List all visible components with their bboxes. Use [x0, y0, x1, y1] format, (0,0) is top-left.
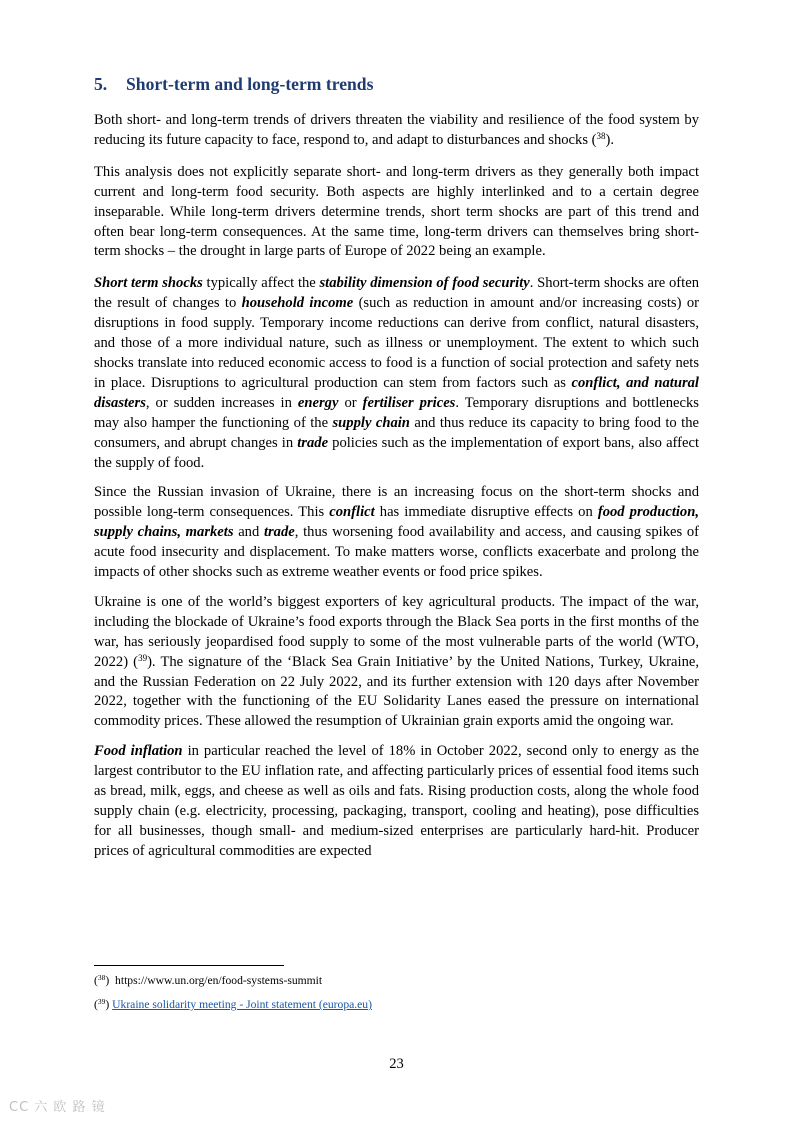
text-run: or [338, 394, 363, 411]
text-run: . Temporary disruptions and bottlenecks may also hamper the functioning of the [94, 394, 699, 431]
footnote-paren: ( [94, 974, 98, 987]
section-number: 5. [94, 74, 108, 94]
paragraph-3 [94, 274, 699, 473]
term-conflict: conflict [329, 504, 375, 521]
text-run: , or sudden increases in [145, 394, 298, 411]
footnote-38-text: https://www.un.org/en/food-systems-summit [115, 974, 323, 987]
paragraph-4 [94, 483, 699, 583]
term-fertiliser-prices: fertiliser prices [362, 394, 456, 411]
text-run: policies such as the implementation of export bans, also affect the supply of food. [94, 434, 700, 471]
term-energy: energy [297, 394, 339, 411]
section-heading [94, 74, 699, 95]
footnote-paren: ) [105, 974, 110, 987]
text-run: Ukraine is one of the world’s biggest exporters of key agricultural products. The impact of the war, including the blockade of Ukraine’s food exports through the Black Sea ports in the first months of the war, has seriously jeopardised food supply to some of the most vulnerable parts of the world (WTO, 2022) ( [94, 593, 699, 670]
term-short-term-shocks: Short term shocks [94, 275, 203, 292]
term-trade: trade [263, 524, 295, 541]
footnote-38 [94, 973, 699, 988]
term-stability-dimension: stability dimension of food security [319, 275, 530, 292]
footnotes [94, 973, 699, 1021]
text-run: (such as reduction in amount and/or increasing costs) or disruptions in food supply. Temporary income reductions can derive from conflict, natural disasters, and those of a more individual nature, such as illness or unemployment. The extent to which such shocks translate into reduced economic access to food is a function of social protection and safety nets in place. Disruptions to agricultural production can stem from factors such as [94, 295, 699, 391]
term-household-income: household income [241, 295, 354, 312]
footnote-ref-39[interactable]: 39 [138, 652, 148, 663]
text-run: Since the Russian invasion of Ukraine, there is an increasing focus on the short-term shocks and possible long-term consequences. This [94, 484, 699, 521]
text-run: and thus reduce its capacity to bring food to the consumers, and abrupt changes in [94, 414, 699, 451]
section-title: Short-term and long-term trends [126, 74, 374, 94]
term-supply-chain: supply chain [332, 414, 410, 431]
footnote-39-link[interactable]: Ukraine solidarity meeting - Joint statement (europa.eu) [112, 998, 372, 1011]
text-run: . Short-term shocks are often the result of changes to [94, 275, 699, 312]
text-run: , thus worsening food availability and access, and causing spikes of acute food insecurity and displacement. To make matters worse, conflicts exacerbate and prolong the impacts of other shocks such as extreme weather events or food price spikes. [94, 524, 699, 581]
watermark: CC 六 欧 路 镜 [9, 1100, 106, 1115]
paragraph-1-end: ). [605, 131, 615, 148]
footnote-ref-38[interactable]: 38 [596, 130, 606, 141]
text-run: ). The signature of the ‘Black Sea Grain Initiative’ by the United Nations, Turkey, Ukraine, and the Russian Federation on 22 July 2022, and its further extension with 120 days after November 2022, together with the functioning of the EU Solidarity Lanes eased the pressure on international commodity prices. These allowed the resumption of Ukrainian grain exports amid the ongoing war. [94, 653, 699, 730]
paragraph-1 [94, 111, 699, 151]
footnote-number: 39 [97, 997, 106, 1006]
term-food-production: food production, supply chains, markets [94, 504, 699, 541]
paragraph-1-text: Both short- and long-term trends of drivers threaten the viability and resilience of the food system by reducing its future capacity to face, respond to, and adapt to disturbances and shocks ( [94, 112, 699, 148]
footnote-number: 38 [97, 973, 106, 982]
text-run: in particular reached the level of 18% in October 2022, second only to energy as the largest contributor to the EU inflation rate, and affecting particularly prices of essential food items such as bread, milk, eggs, and cheese as well as oils and fats. Rising production costs, along the whole food supply chain (e.g. electricity, processing, packaging, transport, cooling and heating), pose difficulties for all businesses, though small- and medium-sized enterprises are particularly hard-hit. Producer prices of agricultural commodities are expected [94, 743, 699, 859]
page-number: 23 [389, 1056, 404, 1072]
text-run: typically affect the [202, 275, 320, 292]
term-trade: trade [297, 434, 329, 451]
paragraph-2: This analysis does not explicitly separate short- and long-term drivers as they generally both impact current and long-term food security. Both aspects are highly interlinked and to a certain degree inseparable. While long-term drivers determine trends, short term shocks are part of this trend and often bear long-term consequences. At the same time, long-term drivers can themselves bring short-term shocks – the drought in large parts of Europe of 2022 being an example. [94, 163, 699, 260]
footnote-paren: ) [105, 998, 110, 1011]
footnote-39 [94, 997, 699, 1012]
footnote-separator [94, 965, 284, 966]
term-conflict-disasters: conflict, and natural disasters [94, 374, 699, 411]
text-run: has immediate disruptive effects on [374, 504, 598, 521]
term-food-inflation: Food inflation [94, 743, 183, 760]
paragraph-5 [94, 593, 699, 732]
paragraph-6 [94, 742, 699, 861]
footnote-paren: ( [94, 998, 98, 1011]
page-body [94, 74, 699, 872]
text-run: and [233, 524, 264, 541]
